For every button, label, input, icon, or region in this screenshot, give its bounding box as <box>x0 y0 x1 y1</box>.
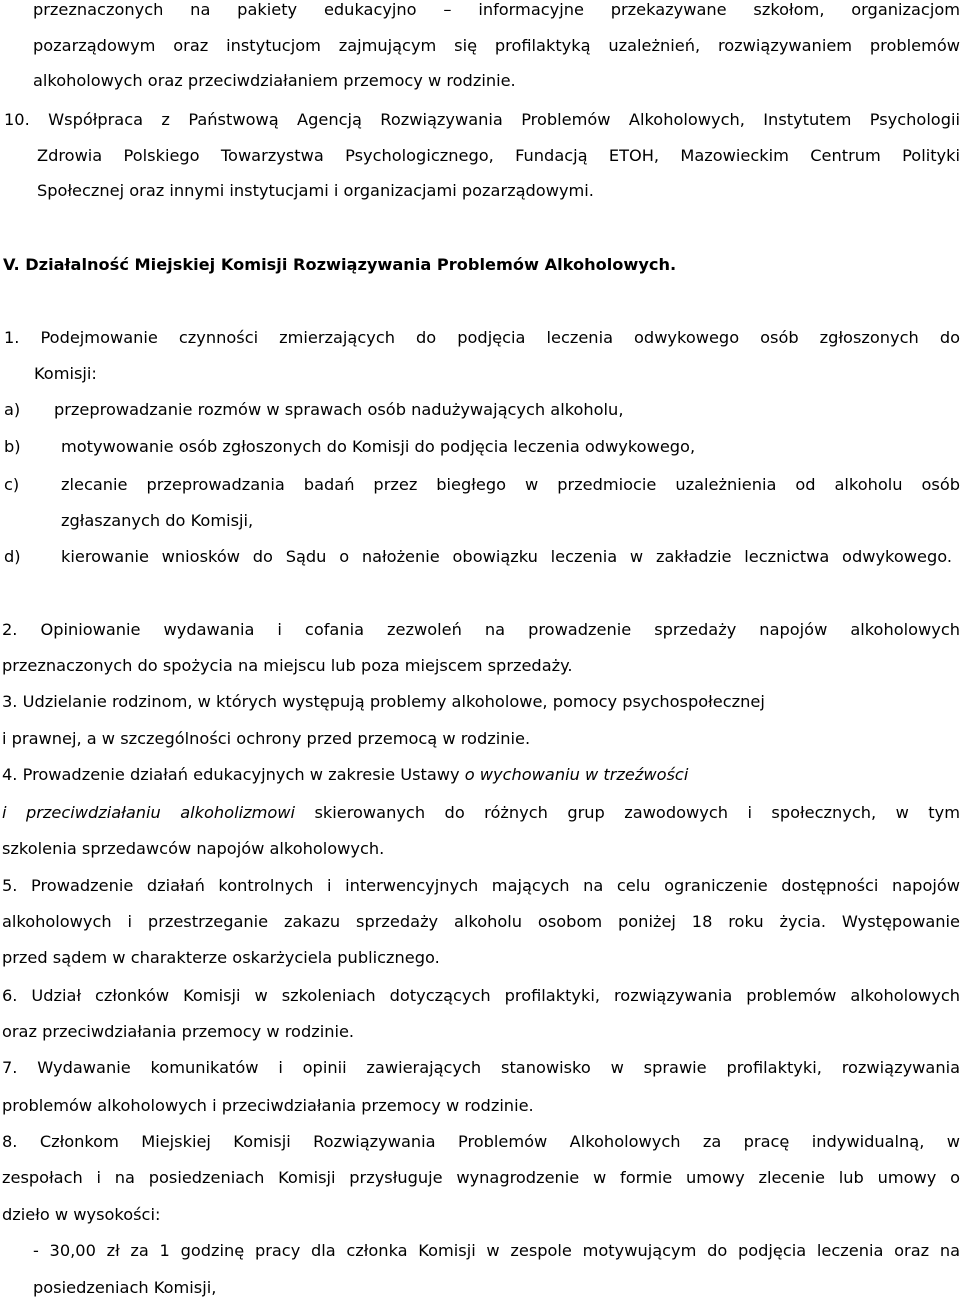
list-item-10: 10. Współpraca z Państwową Agencją Rozwiązywania Problemów Alkoholowych, Instytutem Psychologii <box>4 110 960 129</box>
paragraph-line: i prawnej, a w szczególności ochrony przed przemocą w rodzinie. <box>2 729 531 748</box>
paragraph-line: dzieło w wysokości: <box>2 1205 161 1224</box>
list-item-5: 5. Prowadzenie działań kontrolnych i interwencyjnych mających na celu ograniczenie dostępności napojów <box>2 876 960 895</box>
paragraph-line: Społecznej oraz innymi instytucjami i organizacjami pozarządowymi. <box>37 181 594 200</box>
list-item-6: 6. Udział członków Komisji w szkoleniach dotyczących profilaktyki, rozwiązywania problemów alkoholowych <box>2 986 960 1005</box>
text-run: skierowanych do różnych grup zawodowych i społecznych, w tym <box>294 803 960 822</box>
sub-item-c: zlecanie przeprowadzania badań przez biegłego w przedmiocie uzależnienia od alkoholu osób <box>61 475 960 494</box>
paragraph-line: zespołach i na posiedzeniach Komisji przysługuje wynagrodzenie w formie umowy zlecenie lub umowy o <box>2 1168 960 1187</box>
dash-item: - 30,00 zł za 1 godzinę pracy dla członka Komisji w zespole motywującym do podjęcia leczenia oraz na <box>33 1241 960 1260</box>
list-item-4 <box>2 757 960 793</box>
list-item-3: 3. Udzielanie rodzinom, w których występują problemy alkoholowe, pomocy psychospołecznej <box>2 692 765 711</box>
paragraph-line: posiedzeniach Komisji, <box>33 1278 217 1297</box>
sub-label-d: d) <box>4 547 21 566</box>
sub-item-d: kierowanie wniosków do Sądu o nałożenie obowiązku leczenia w zakładzie lecznictwa odwykowego. <box>61 547 952 566</box>
paragraph-line: oraz przeciwdziałania przemocy w rodzinie. <box>2 1022 355 1041</box>
text-run-italic: o wychowaniu w trzeźwości <box>464 765 689 784</box>
paragraph-line: szkolenia sprzedawców napojów alkoholowych. <box>2 839 385 858</box>
paragraph-line: pozarządowym oraz instytucjom zajmującym się profilaktyką uzależnień, rozwiązywaniem problemów <box>33 36 960 55</box>
paragraph-line: Zdrowia Polskiego Towarzystwa Psychologicznego, Fundacją ETOH, Mazowieckim Centrum Polityki <box>37 146 960 165</box>
list-item-7: 7. Wydawanie komunikatów i opinii zawierających stanowisko w sprawie profilaktyki, rozwiązywania <box>2 1058 960 1077</box>
list-item-1: 1. Podejmowanie czynności zmierzających do podjęcia leczenia odwykowego osób zgłoszonych do <box>4 328 960 347</box>
paragraph-line: przeznaczonych do spożycia na miejscu lub poza miejscem sprzedaży. <box>2 656 573 675</box>
list-item-2: 2. Opiniowanie wydawania i cofania zezwoleń na prowadzenie sprzedaży napojów alkoholowych <box>2 620 960 639</box>
paragraph-line <box>2 795 960 831</box>
list-item-8: 8. Członkom Miejskiej Komisji Rozwiązywania Problemów Alkoholowych za pracę indywidualną, w <box>2 1132 960 1151</box>
sub-label-a: a) <box>4 400 21 419</box>
paragraph-line: alkoholowych i przestrzeganie zakazu sprzedaży alkoholu osobom poniżej 18 roku życia. Występowanie <box>2 912 960 931</box>
sub-label-b: b) <box>4 437 21 456</box>
paragraph-line: alkoholowych oraz przeciwdziałaniem przemocy w rodzinie. <box>33 71 516 90</box>
sub-label-c: c) <box>4 475 20 494</box>
sub-item-b: motywowanie osób zgłoszonych do Komisji do podjęcia leczenia odwykowego, <box>61 437 696 456</box>
paragraph-line: problemów alkoholowych i przeciwdziałania przemocy w rodzinie. <box>2 1096 534 1115</box>
paragraph-line: Komisji: <box>34 364 97 383</box>
paragraph-line: przed sądem w charakterze oskarżyciela publicznego. <box>2 948 440 967</box>
text-run: 4. Prowadzenie działań edukacyjnych w zakresie Ustawy <box>2 765 465 784</box>
sub-item-c-cont: zgłaszanych do Komisji, <box>61 511 254 530</box>
paragraph-line: przeznaczonych na pakiety edukacyjno – informacyjne przekazywane szkołom, organizacjom <box>33 0 960 19</box>
section-heading: V. Działalność Miejskiej Komisji Rozwiązywania Problemów Alkoholowych. <box>3 255 677 274</box>
sub-item-a: przeprowadzanie rozmów w sprawach osób nadużywających alkoholu, <box>54 400 624 419</box>
text-run-italic: i przeciwdziałaniu alkoholizmowi <box>2 803 295 822</box>
